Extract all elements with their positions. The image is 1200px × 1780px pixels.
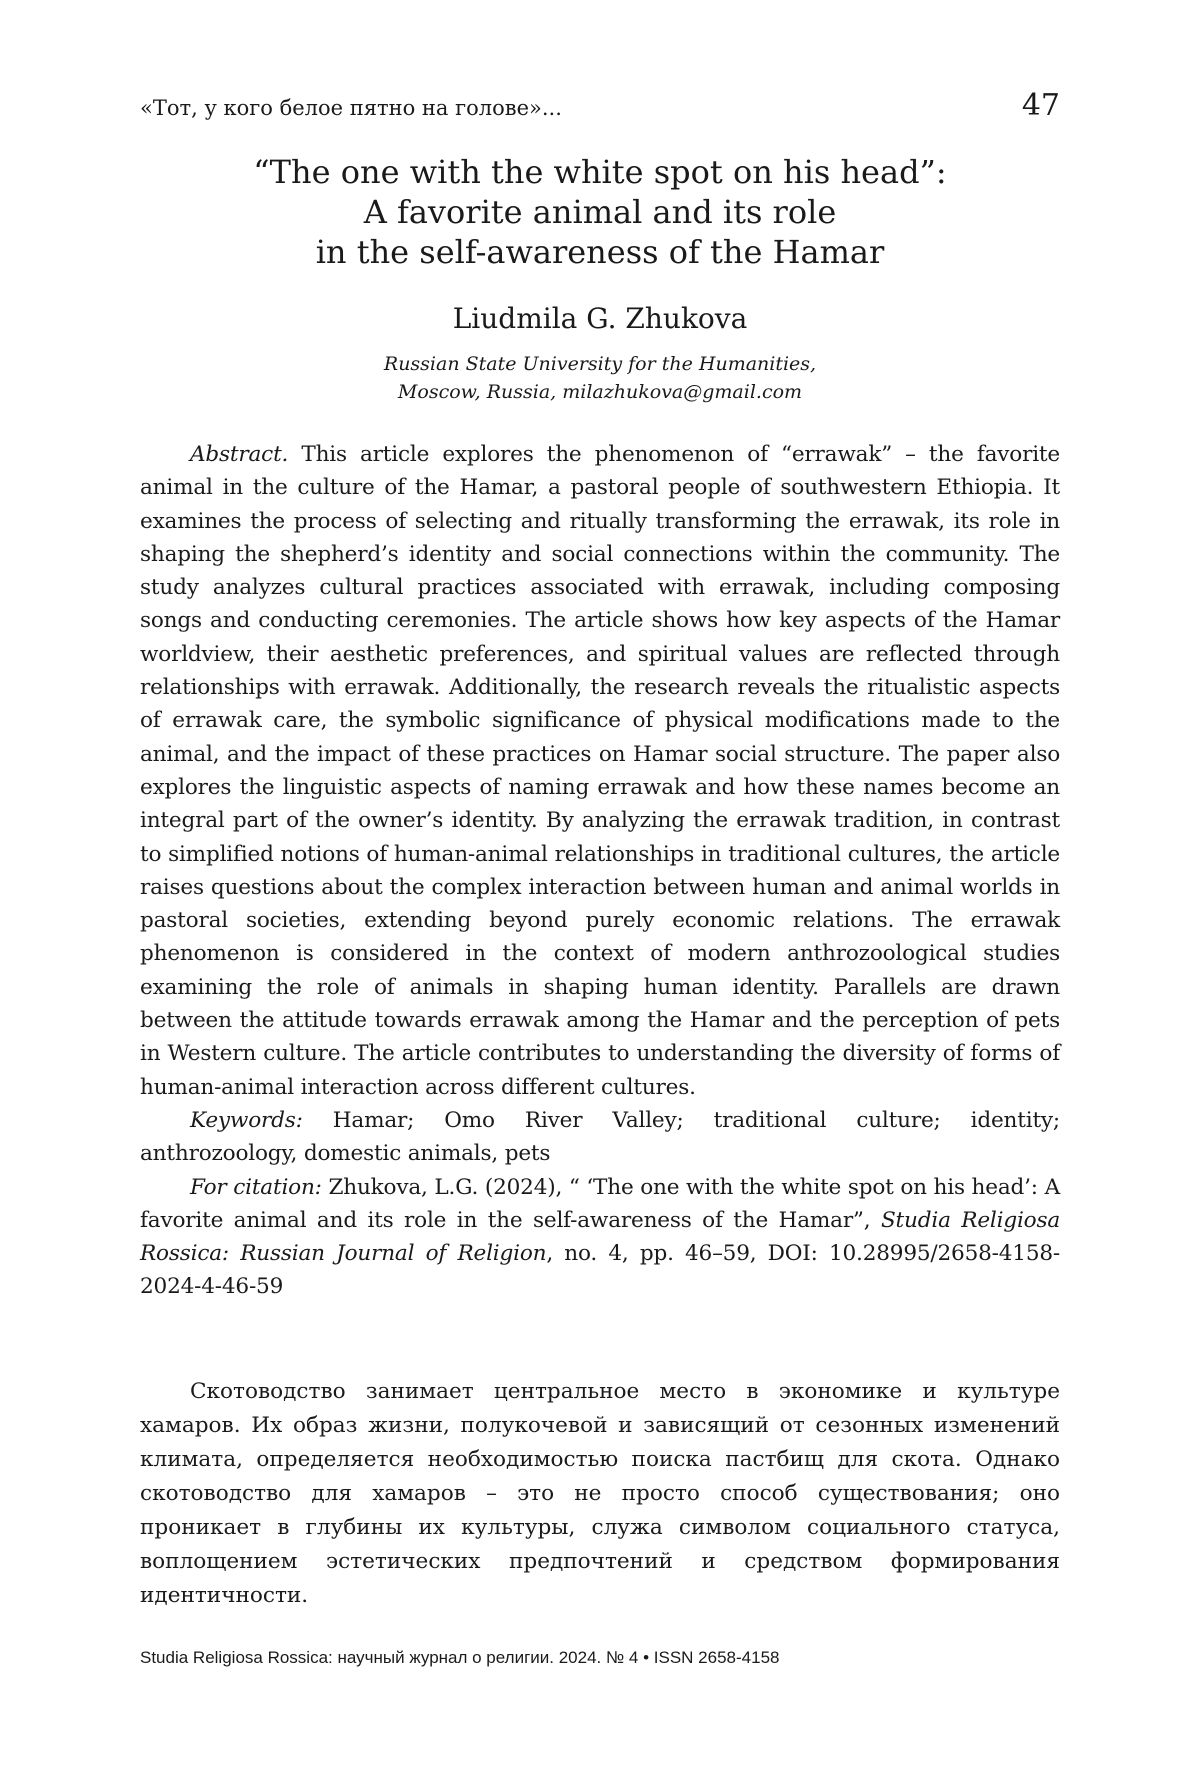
- page-number: 47: [1021, 88, 1060, 123]
- affiliation-line-1: Russian State University for the Humanities,: [383, 353, 817, 375]
- author-name: Liudmila G. Zhukova: [452, 302, 748, 335]
- citation-text-after: , no. 4, pp. 46–59, DOI: 10.28995/2658-4158-2024-4-46-59: [140, 1241, 1060, 1300]
- title-line-2: A favorite animal and its role: [363, 193, 837, 231]
- abstract-paragraph: [140, 438, 1060, 1104]
- keywords-label: Keywords:: [190, 1107, 303, 1133]
- keywords-paragraph: [140, 1104, 1060, 1171]
- running-head-title: «Тот, у кого белое пятно на голове»...: [140, 96, 562, 120]
- author-affiliation: [140, 350, 1060, 406]
- citation-label: For citation:: [190, 1174, 322, 1200]
- affiliation-line-2: Moscow, Russia, milazhukova@gmail.com: [397, 381, 803, 403]
- abstract-block: [140, 438, 1060, 1304]
- keywords-text: Hamar; Omo River Valley; traditional culture; identity; anthrozoology, domestic animals, pets: [140, 1107, 1060, 1167]
- abstract-label: Abstract.: [190, 442, 289, 467]
- title-line-1: “The one with the white spot on his head”:: [253, 153, 947, 191]
- article-title: [140, 152, 1060, 272]
- running-head: [140, 88, 1060, 123]
- citation-paragraph: [140, 1171, 1060, 1304]
- page-footer: Studia Religiosa Rossica: научный журнал о религии. 2024. № 4 • ISSN 2658-4158: [140, 1648, 780, 1667]
- abstract-text: This article explores the phenomenon of “errawak” – the favorite animal in the culture of the Hamar, a pastoral people of southwestern Ethiopia. It examines the process of selecting and ritually transforming the errawak, its role in shaping the shepherd’s identity and social connections within the community. The study analyzes cultural practices associated with errawak, including composing songs and conducting ceremonies. The article shows how key aspects of the Hamar worldview, their aesthetic preferences, and spiritual values are reflected through relationships with errawak. Additionally, the research reveals the ritualistic aspects of errawak care, the symbolic significance of physical modifications made to the animal, and the impact of these practices on Hamar social structure. The paper also explores the linguistic aspects of naming errawak and how these names become an integral part of the owner’s identity. By analyzing the errawak tradition, in contrast to simplified notions of human-animal relationships in traditional cultures, the article raises questions about the complex interaction between human and animal worlds in pastoral societies, extending beyond purely economic relations. The errawak phenomenon is considered in the context of modern anthrozoological studies examining the role of animals in shaping human identity. Parallels are drawn between the attitude towards errawak among the Hamar and the perception of pets in Western culture. The article contributes to understanding the diversity of forms of human-animal interaction across different cultures.: [140, 442, 1060, 1100]
- title-line-3: in the self-awareness of the Hamar: [315, 233, 885, 271]
- body-text: [140, 1375, 1060, 1613]
- body-paragraph: Скотоводство занимает центральное место в экономике и культуре хамаров. Их образ жизни, полукочевой и зависящий от сезонных изменений климата, определяется необходимостью поиска пастбищ для скота. Однако скотоводство для хамаров – это не просто способ существования; оно проникает в глубины их культуры, служа символом социального статуса, воплощением эстетических предпочтений и средством формирования идентичности.: [140, 1379, 1060, 1608]
- citation-text-before: Zhukova, L.G. (2024), “ ‘The one with the white spot on his head’: A favorite animal and its role in the self-awareness of the Hamar”,: [140, 1174, 1060, 1233]
- citation-journal: Studia Religiosa Rossica: Russian Journal of Religion: [140, 1207, 1061, 1267]
